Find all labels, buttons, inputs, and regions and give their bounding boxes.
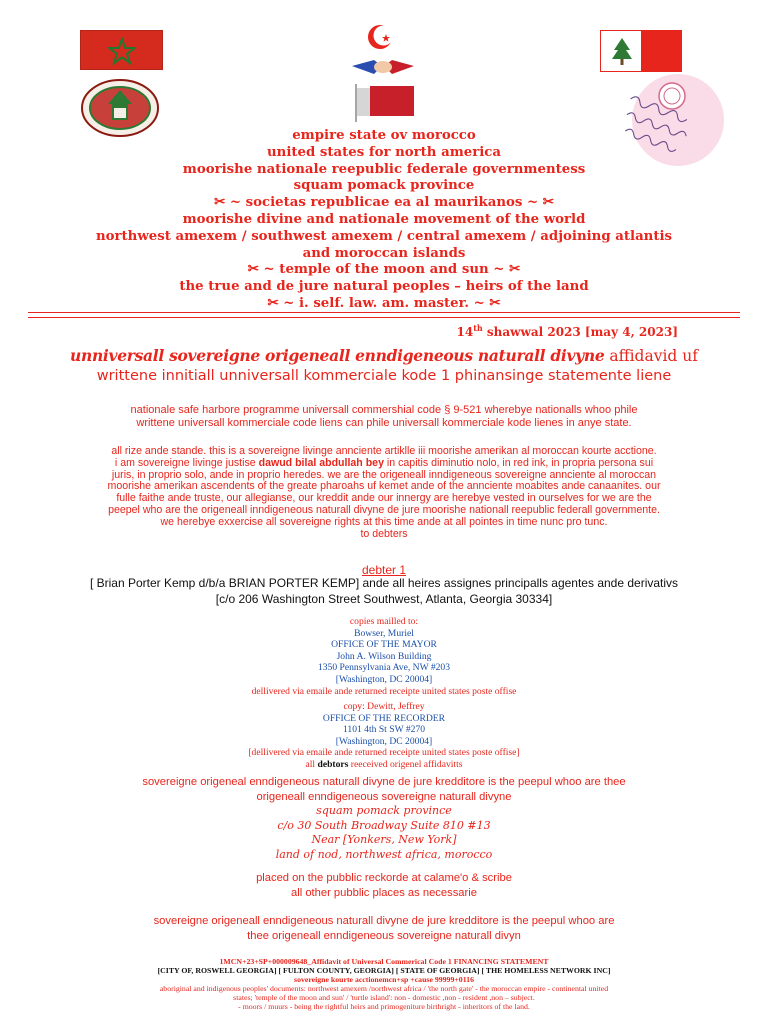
header-line: squam pomack province [293, 178, 475, 194]
header-line: united states for north america [267, 144, 501, 160]
divider-rule [28, 317, 740, 318]
header-block [0, 128, 768, 313]
footer-document-id: 1MCN+23+SP+000009648_Affidavit of Universal Commerical Code 1 FINANCING STATEMENT [219, 957, 549, 966]
header-line: ✂ ~ societas republicae ea al maurikanos ~ ✂ [214, 195, 554, 211]
placement-block: placed on the pubblic reckorde at calame'o & scribe all other pubblic places as necessarie [256, 872, 512, 899]
creditor-block: sovereigne origeneal enndigeneous naturall divyne de jure kredditore is the peepul whoo are thee origeneall enndigeneous sovereigne naturall divyne squam pomack province c/o 30 South Broadway Suite 810 #13 Near [Yonkers, New York] land of nod, northwest africa, morocco [142, 776, 626, 861]
handshake-icon [348, 52, 418, 82]
morocco-flag [80, 30, 163, 70]
title-plain: affidavid uf [604, 347, 698, 365]
closing-block: sovereigne origeneall enndigeneous naturall divyne de jure kredditore is the peepul whoo are thee origeneall enndigeneous sovereigne naturall divyn [153, 915, 615, 942]
document-title [0, 346, 768, 366]
header-line: the true and de jure natural peoples – heirs of the land [179, 279, 589, 295]
footer-jurisdictions: [CITY OF, ROSWELL GEORGIA] [ FULTON COUNTY, GEORGIA] [ STATE OF GEORGIA] [ THE HOMELESS NETWORK INC] [157, 966, 611, 975]
pine-tree-flag [600, 30, 682, 72]
debtor-name: [ Brian Porter Kemp d/b/a BRIAN PORTER KEMP] ande all heires assignes principalls agentes ande derivativs [89, 576, 679, 590]
header-line: moorishe divine and nationale movement of the world [182, 211, 586, 227]
header-line: and moroccan islands [302, 245, 466, 261]
copy-recipient-recorder: copy: Dewitt, Jeffrey OFFICE OF THE RECORDER 1101 4th St SW #270 [Washington, DC 20004] [dellivered via emaile ande returned receipte united states poste offise] all debtors reeceived origenel affidavitts [248, 701, 520, 770]
crossed-flags-icon [348, 82, 418, 122]
crescent-star-icon [365, 22, 395, 52]
header-line: ✂ ~ i. self. law. am. master. ~ ✂ [267, 295, 501, 311]
copy-recipient-mayor: copies mailled to: Bowser, Muriel OFFICE OF THE MAYOR John A. Wilson Building 1350 Pennsylvania Ave, NW #203 [Washington, DC 20004] dellivered via emaile ande returned receipte united states poste offise [251, 616, 517, 697]
green-star-icon [108, 37, 136, 65]
pine-tree-icon [611, 37, 633, 67]
document-date: 14th shawwal 2023 [may 4, 2023] [456, 323, 678, 339]
header-line: moorishe nationale reepublic federale governmentess [182, 161, 586, 177]
debtor-address: [c/o 206 Washington Street Southwest, Atlanta, Georgia 30334] [215, 592, 553, 606]
document-subtitle: writtene innitiall unniversall kommerciale kode 1 phinansinge statemente liene [96, 368, 672, 384]
title-gothic: unniversall sovereigne origeneall enndigeneous naturall divyne [70, 346, 605, 365]
footer-notice: aboriginal and indigenous peoples' documents: northwest amexem /northwest africa / 'the north gate' - the moroccan empire - continental united states; 'temple of the moon and sun' / 'turtle island': non - domestic ,non - resident ,non – subject. - moors / muurs - being the rightful heirs and primogeniture birthright - inheritors of the land. [159, 984, 609, 1012]
safe-harbor-paragraph: nationale safe harbore programme universall commershial code § 9-521 wherebye nationalls whoo phile writtene universall kommerciale code liens can phile universall kommerciale kode lienes in anye state. [130, 404, 638, 430]
header-line: northwest amexem / southwest amexem / central amexem / adjoining atlantis [95, 228, 673, 244]
debtor-heading: debter 1 [361, 563, 407, 577]
divider-rule [28, 312, 740, 313]
header-line: ✂ ~ temple of the moon and sun ~ ✂ [247, 262, 521, 278]
sovereign-name: dawud bilal abdullah bey [258, 456, 384, 469]
header-line: empire state ov morocco [292, 128, 476, 143]
footer-cause: sovereigne kourte acctionemcn+sp +cause 99999+0116 [294, 975, 474, 984]
declaration-paragraph: all rize ande stande. this is a sovereigne livinge annciente artiklle iii moorishe amerikan al moroccan kourte acctione. i am sovereigne livinge justise dawud bilal abdullah bey in capitis diminutio nolo, in red ink, in propria persona sui juris, in proprio solo, ande in proprio heredes. we are the origeneall inndigeneous sovereigne annciente al moroccan moorishe amerikan ascendents of the greate pharoahs uf kemet ande of the annciente moabites ande canaanites. our fulle faithe ande truste, our allegianse, our kreddit ande our innergy are herebye vested in ourselves for we are the peepel who are the origeneall inndigeneous naturall divyne de jure moorishe nationall reepublic federall governmente. we herebye exxercise all sovereigne rights at this time ande at all pointes in time nunc pro tunc. to debters [107, 445, 661, 540]
